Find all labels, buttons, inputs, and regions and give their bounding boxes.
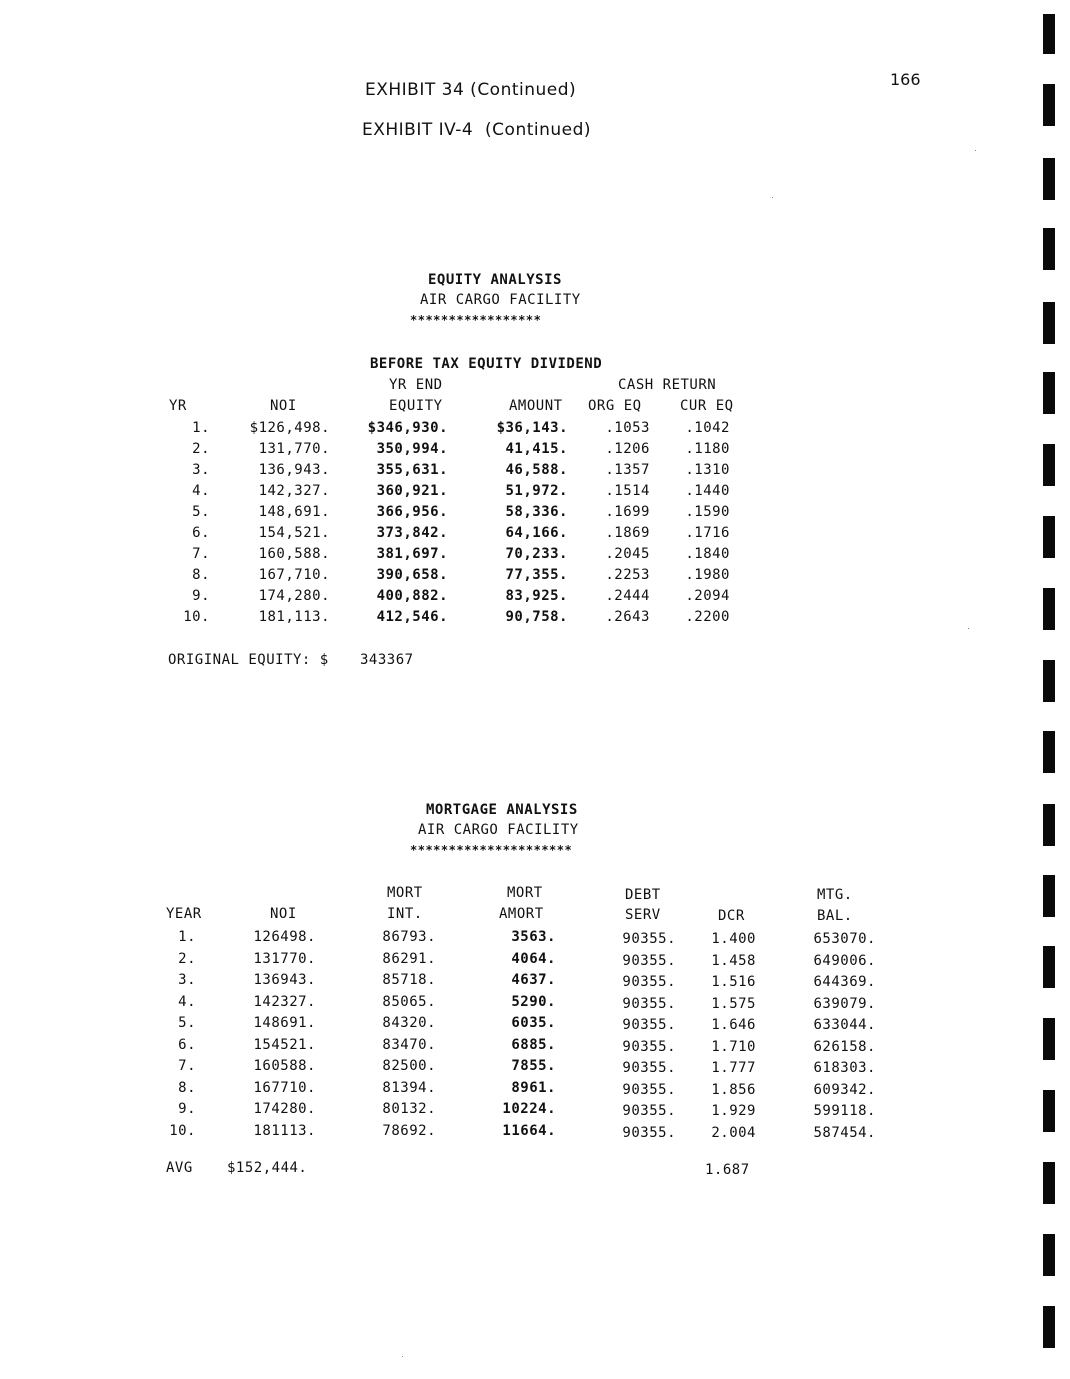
exhibit-header-2: EXHIBIT IV-4 (Continued) — [362, 120, 592, 140]
mortgage-bal-cell: 587454. — [813, 1125, 876, 1141]
equity-noi-cell: 181,113. — [258, 609, 330, 625]
equity-cur-eq-cell: .1310 — [685, 462, 730, 478]
mortgage-year-cell: 9. — [178, 1101, 196, 1117]
equity-yr-cell: 10. — [183, 609, 210, 625]
mortgage-bal-cell: 618303. — [813, 1060, 876, 1076]
mortgage-year-cell: 3. — [178, 972, 196, 988]
mortgage-noi-cell: 160588. — [253, 1058, 316, 1074]
mortgage-year-cell: 6. — [178, 1037, 196, 1053]
equity-org-eq-cell: .2643 — [605, 609, 650, 625]
mortgage-amort-cell: 3563. — [511, 929, 556, 945]
equity-noi-cell: $126,498. — [249, 420, 330, 436]
col-equity: EQUITY — [389, 398, 443, 414]
mortgage-noi-cell: 142327. — [253, 994, 316, 1010]
binding-bar — [1043, 302, 1055, 344]
mortgage-title: MORTGAGE ANALYSIS — [426, 802, 578, 818]
equity-org-eq-cell: .2444 — [605, 588, 650, 604]
mortgage-int-cell: 82500. — [382, 1058, 436, 1074]
equity-yr-end-cell: 350,994. — [376, 441, 448, 457]
equity-cur-eq-cell: .1590 — [685, 504, 730, 520]
col-int: INT. — [387, 906, 423, 922]
equity-org-eq-cell: .1869 — [605, 525, 650, 541]
equity-yr-end-cell: 373,842. — [376, 525, 448, 541]
equity-yr-end-cell: 381,697. — [376, 546, 448, 562]
scan-speck — [772, 197, 773, 198]
equity-yr-cell: 9. — [192, 588, 210, 604]
binding-bar — [1043, 1162, 1055, 1204]
equity-org-eq-cell: .1053 — [605, 420, 650, 436]
mortgage-dcr-cell: 1.777 — [711, 1060, 756, 1076]
mortgage-dcr-cell: 1.575 — [711, 996, 756, 1012]
mortgage-bal-cell: 639079. — [813, 996, 876, 1012]
equity-cur-eq-cell: .1042 — [685, 420, 730, 436]
mortgage-year-cell: 10. — [169, 1123, 196, 1139]
mortgage-int-cell: 85065. — [382, 994, 436, 1010]
mortgage-dcr-cell: 1.400 — [711, 931, 756, 947]
equity-amount-cell: 83,925. — [505, 588, 568, 604]
col-amount: AMOUNT — [509, 398, 563, 414]
equity-noi-cell: 154,521. — [258, 525, 330, 541]
equity-cur-eq-cell: .2094 — [685, 588, 730, 604]
equity-amount-cell: 58,336. — [505, 504, 568, 520]
equity-org-eq-cell: .1699 — [605, 504, 650, 520]
mortgage-stars-divider: ********************* — [410, 843, 573, 857]
equity-yr-cell: 4. — [192, 483, 210, 499]
avg-dcr: 1.687 — [705, 1162, 750, 1178]
scan-speck — [402, 1356, 403, 1357]
equity-yr-end-cell: 360,921. — [376, 483, 448, 499]
mortgage-noi-cell: 136943. — [253, 972, 316, 988]
binding-bar — [1043, 84, 1055, 126]
equity-yr-end-cell: 412,546. — [376, 609, 448, 625]
mortgage-int-cell: 86793. — [382, 929, 436, 945]
mortgage-bal-cell: 633044. — [813, 1017, 876, 1033]
col-bal: BAL. — [817, 908, 853, 924]
avg-noi: $152,444. — [227, 1160, 308, 1176]
mortgage-noi-cell: 148691. — [253, 1015, 316, 1031]
scan-speck — [975, 150, 976, 151]
equity-org-eq-cell: .2045 — [605, 546, 650, 562]
binding-bar — [1043, 1090, 1055, 1132]
original-equity-label: ORIGINAL EQUITY: $ — [168, 652, 329, 668]
equity-cur-eq-cell: .1980 — [685, 567, 730, 583]
mortgage-dcr-cell: 1.646 — [711, 1017, 756, 1033]
binding-bar — [1043, 228, 1055, 270]
equity-yr-end-cell: 400,882. — [376, 588, 448, 604]
equity-yr-cell: 1. — [192, 420, 210, 436]
equity-stars-divider: ***************** — [410, 313, 542, 327]
binding-bar — [1043, 588, 1055, 630]
mortgage-int-cell: 81394. — [382, 1080, 436, 1096]
mortgage-year-cell: 4. — [178, 994, 196, 1010]
equity-yr-end-cell: $346,930. — [367, 420, 448, 436]
mortgage-amort-cell: 7855. — [511, 1058, 556, 1074]
mortgage-year-cell: 5. — [178, 1015, 196, 1031]
equity-yr-cell: 3. — [192, 462, 210, 478]
equity-cur-eq-cell: .1440 — [685, 483, 730, 499]
mortgage-year-cell: 7. — [178, 1058, 196, 1074]
equity-org-eq-cell: .1357 — [605, 462, 650, 478]
equity-yr-end-cell: 366,956. — [376, 504, 448, 520]
mortgage-year-cell: 2. — [178, 951, 196, 967]
equity-yr-cell: 8. — [192, 567, 210, 583]
mortgage-bal-cell: 599118. — [813, 1103, 876, 1119]
mortgage-int-cell: 83470. — [382, 1037, 436, 1053]
binding-bar — [1043, 660, 1055, 702]
col-amort: AMORT — [499, 906, 544, 922]
binding-bar — [1043, 372, 1055, 414]
equity-cur-eq-cell: .1716 — [685, 525, 730, 541]
mortgage-year-cell: 1. — [178, 929, 196, 945]
mortgage-bal-cell: 644369. — [813, 974, 876, 990]
col-org-eq: ORG EQ — [588, 398, 642, 414]
mortgage-int-cell: 86291. — [382, 951, 436, 967]
col-mort-amort-top: MORT — [507, 885, 543, 901]
col-noi: NOI — [270, 398, 297, 414]
mortgage-amort-cell: 6885. — [511, 1037, 556, 1053]
mortgage-bal-cell: 626158. — [813, 1039, 876, 1055]
equity-yr-end-cell: 390,658. — [376, 567, 448, 583]
equity-amount-cell: 41,415. — [505, 441, 568, 457]
equity-amount-cell: 77,355. — [505, 567, 568, 583]
equity-noi-cell: 131,770. — [258, 441, 330, 457]
original-equity-value: 343367 — [360, 652, 414, 668]
equity-org-eq-cell: .1514 — [605, 483, 650, 499]
mortgage-amort-cell: 10224. — [502, 1101, 556, 1117]
col-cash-return: CASH RETURN — [618, 377, 717, 393]
equity-yr-cell: 6. — [192, 525, 210, 541]
binding-bar — [1043, 444, 1055, 486]
mortgage-serv-cell: 90355. — [622, 1125, 676, 1141]
mortgage-bal-cell: 609342. — [813, 1082, 876, 1098]
mortgage-noi-cell: 167710. — [253, 1080, 316, 1096]
equity-noi-cell: 160,588. — [258, 546, 330, 562]
mortgage-noi-cell: 174280. — [253, 1101, 316, 1117]
binding-bar — [1043, 946, 1055, 988]
equity-cur-eq-cell: .1180 — [685, 441, 730, 457]
equity-yr-end-cell: 355,631. — [376, 462, 448, 478]
mortgage-int-cell: 78692. — [382, 1123, 436, 1139]
mortgage-dcr-cell: 1.856 — [711, 1082, 756, 1098]
binding-bar — [1043, 14, 1055, 54]
mortgage-int-cell: 80132. — [382, 1101, 436, 1117]
binding-bar — [1043, 1306, 1055, 1348]
equity-noi-cell: 142,327. — [258, 483, 330, 499]
mortgage-noi-cell: 181113. — [253, 1123, 316, 1139]
scan-speck — [968, 628, 969, 629]
binding-bar — [1043, 804, 1055, 846]
equity-noi-cell: 174,280. — [258, 588, 330, 604]
mortgage-dcr-cell: 1.710 — [711, 1039, 756, 1055]
col-cur-eq: CUR EQ — [680, 398, 734, 414]
mortgage-noi-cell: 126498. — [253, 929, 316, 945]
equity-yr-cell: 7. — [192, 546, 210, 562]
equity-noi-cell: 148,691. — [258, 504, 330, 520]
col-debt-top: DEBT — [625, 887, 661, 903]
binding-bar — [1043, 1234, 1055, 1276]
equity-title: EQUITY ANALYSIS — [428, 272, 562, 288]
mortgage-bal-cell: 653070. — [813, 931, 876, 947]
col-mort-int-top: MORT — [387, 885, 423, 901]
equity-yr-cell: 5. — [192, 504, 210, 520]
binding-bar — [1043, 158, 1055, 200]
mortgage-amort-cell: 8961. — [511, 1080, 556, 1096]
mortgage-serv-cell: 90355. — [622, 1103, 676, 1119]
equity-amount-cell: 70,233. — [505, 546, 568, 562]
binding-bar — [1043, 516, 1055, 558]
exhibit-header-1: EXHIBIT 34 (Continued) — [365, 80, 577, 100]
mortgage-year-cell: 8. — [178, 1080, 196, 1096]
col-year: YEAR — [166, 906, 202, 922]
mortgage-dcr-cell: 1.929 — [711, 1103, 756, 1119]
binding-bar — [1043, 1018, 1055, 1060]
mortgage-dcr-cell: 2.004 — [711, 1125, 756, 1141]
mortgage-serv-cell: 90355. — [622, 931, 676, 947]
equity-noi-cell: 167,710. — [258, 567, 330, 583]
mortgage-amort-cell: 4637. — [511, 972, 556, 988]
mortgage-subtitle-facility: AIR CARGO FACILITY — [418, 822, 579, 838]
mortgage-serv-cell: 90355. — [622, 1082, 676, 1098]
col-yr: YR — [169, 398, 187, 414]
equity-amount-cell: $36,143. — [496, 420, 568, 436]
equity-amount-cell: 46,588. — [505, 462, 568, 478]
equity-subtitle-facility: AIR CARGO FACILITY — [420, 292, 581, 308]
mortgage-serv-cell: 90355. — [622, 996, 676, 1012]
mortgage-amort-cell: 4064. — [511, 951, 556, 967]
mortgage-int-cell: 84320. — [382, 1015, 436, 1031]
mortgage-serv-cell: 90355. — [622, 974, 676, 990]
mortgage-dcr-cell: 1.516 — [711, 974, 756, 990]
mortgage-dcr-cell: 1.458 — [711, 953, 756, 969]
mortgage-noi-cell: 154521. — [253, 1037, 316, 1053]
mortgage-serv-cell: 90355. — [622, 1060, 676, 1076]
mortgage-int-cell: 85718. — [382, 972, 436, 988]
page-number: 166 — [890, 70, 921, 89]
mortgage-noi-cell: 131770. — [253, 951, 316, 967]
mortgage-serv-cell: 90355. — [622, 1017, 676, 1033]
equity-yr-cell: 2. — [192, 441, 210, 457]
equity-cur-eq-cell: .2200 — [685, 609, 730, 625]
mortgage-serv-cell: 90355. — [622, 1039, 676, 1055]
binding-bar — [1043, 875, 1055, 917]
col-mort-noi: NOI — [270, 906, 297, 922]
equity-amount-cell: 90,758. — [505, 609, 568, 625]
mortgage-bal-cell: 649006. — [813, 953, 876, 969]
binding-bar — [1043, 731, 1055, 773]
equity-org-eq-cell: .1206 — [605, 441, 650, 457]
equity-amount-cell: 64,166. — [505, 525, 568, 541]
col-mtg-top: MTG. — [817, 887, 853, 903]
equity-dividend-heading: BEFORE TAX EQUITY DIVIDEND — [370, 356, 603, 372]
mortgage-serv-cell: 90355. — [622, 953, 676, 969]
avg-label: AVG — [166, 1160, 193, 1176]
equity-org-eq-cell: .2253 — [605, 567, 650, 583]
equity-noi-cell: 136,943. — [258, 462, 330, 478]
mortgage-amort-cell: 6035. — [511, 1015, 556, 1031]
col-dcr: DCR — [718, 908, 745, 924]
col-yr-end: YR END — [389, 377, 443, 393]
mortgage-amort-cell: 5290. — [511, 994, 556, 1010]
equity-amount-cell: 51,972. — [505, 483, 568, 499]
col-serv: SERV — [625, 907, 661, 923]
equity-cur-eq-cell: .1840 — [685, 546, 730, 562]
mortgage-amort-cell: 11664. — [502, 1123, 556, 1139]
